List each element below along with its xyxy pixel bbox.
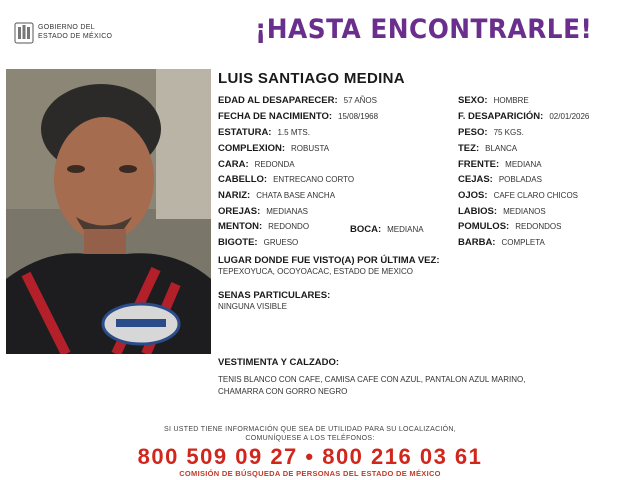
field-value: MEDIANAS [266,207,309,216]
state-seal-icon [14,22,34,44]
person-name: LUIS SANTIAGO MEDINA [218,70,405,87]
field-fecha-nacimiento [218,111,378,122]
field-value: HOMBRE [493,96,529,105]
contact-note-line2: COMUNÍQUESE A LOS TELÉFONOS: [245,435,375,442]
field-label: POMULOS: [458,221,510,232]
field-label: CABELLO: [218,174,268,185]
field-label: BARBA: [458,237,496,248]
field-value: 75 KGS. [493,128,524,137]
field-value: REDONDA [254,160,295,169]
field-label: MENTON: [218,221,263,232]
field-ojos [458,190,578,201]
field-label: OREJAS: [218,206,261,217]
field-value: REDONDOS [515,222,562,231]
distinguishing-marks-value: NINGUNA VISIBLE [218,302,287,311]
field-label: COMPLEXION: [218,143,286,154]
field-label: EDAD AL DESAPARECER: [218,95,338,106]
field-cara [218,159,295,170]
field-value: CAFE CLARO CHICOS [493,191,579,200]
field-label: F. DESAPARICIÓN: [458,111,544,122]
field-labios [458,206,546,217]
phone-numbers: 800 509 09 27 • 800 216 03 61 [137,444,483,469]
field-label: BIGOTE: [218,237,258,248]
field-value: 1.5 MTS. [277,128,310,137]
field-estatura [218,127,310,138]
field-peso [458,127,524,138]
clothing-value-line1: TENIS BLANCO CON CAFE, CAMISA CAFE CON AZUL, PANTALON AZUL MARINO, [218,375,526,384]
field-label: CARA: [218,159,249,170]
field-cabello [218,174,354,185]
clothing-value-line2: CHAMARRA CON GORRO NEGRO [218,387,348,396]
field-orejas [218,206,308,217]
field-frente [458,159,542,170]
field-value: POBLADAS [498,175,542,184]
field-cejas [458,174,542,185]
field-label: FECHA DE NACIMIENTO: [218,111,332,122]
field-label: NARIZ: [218,190,251,201]
field-boca [350,224,424,235]
field-value: REDONDO [268,222,310,231]
missing-person-photo [6,69,211,354]
field-label: FRENTE: [458,159,500,170]
distinguishing-marks-label: SENAS PARTICULARES: [218,290,331,301]
field-pomulos [458,221,561,232]
field-value: COMPLETA [501,238,545,247]
field-label: LABIOS: [458,206,498,217]
field-value: 02/01/2026 [549,112,590,121]
field-label: OJOS: [458,190,488,201]
field-label: PESO: [458,127,488,138]
field-value: GRUESO [263,238,299,247]
field-fecha-desaparicion [458,111,589,122]
last-seen-value: TEPEXOYUCA, OCOYOACAC, ESTADO DE MEXICO [218,267,413,276]
field-value: CHATA BASE ANCHA [256,191,336,200]
field-value: MEDIANA [387,225,424,234]
government-logo [14,22,134,46]
field-value: 15/08/1968 [338,112,379,121]
field-sexo [458,95,529,106]
field-label: BOCA: [350,224,382,235]
field-bigote [218,237,298,248]
gov-name-line2: ESTADO DE MÉXICO [38,33,113,40]
field-value: MEDIANOS [503,207,546,216]
field-value: ENTRECANO CORTO [273,175,355,184]
field-value: BLANCA [485,144,518,153]
person-photo-image [6,69,211,354]
field-tez [458,143,517,154]
field-label: CEJAS: [458,174,493,185]
field-label: ESTATURA: [218,127,272,138]
field-edad [218,95,377,106]
field-label: SEXO: [458,95,488,106]
field-value: ROBUSTA [291,144,330,153]
field-complexion [218,143,329,154]
field-barba [458,237,545,248]
gov-name-line1: GOBIERNO DEL [38,24,95,31]
field-nariz [218,190,335,201]
last-seen-label: LUGAR DONDE FUE VISTO(A) POR ÚLTIMA VEZ: [218,255,440,266]
field-value: MEDIANA [505,160,542,169]
field-menton [218,221,309,232]
clothing-label: VESTIMENTA Y CALZADO: [218,357,340,368]
field-label: TEZ: [458,143,480,154]
commission-name: COMISIÓN DE BÚSQUEDA DE PERSONAS DEL ESTADO DE MÉXICO [179,469,441,478]
field-value: 57 AÑOS [343,96,377,105]
poster-headline: ¡HASTA ENCONTRARLE! [255,14,593,45]
contact-note-line1: SI USTED TIENE INFORMACIÓN QUE SEA DE UTILIDAD PARA SU LOCALIZACIÓN, [163,426,457,433]
